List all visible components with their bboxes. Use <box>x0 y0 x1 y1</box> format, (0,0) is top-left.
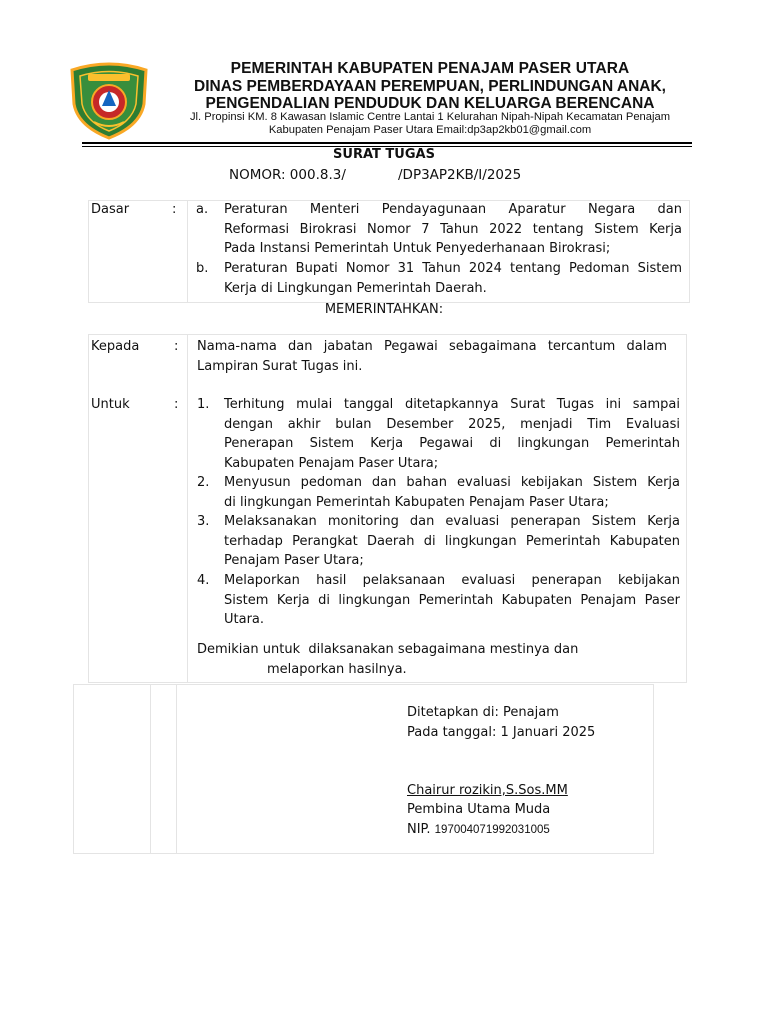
letterhead-address-line-2: Kabupaten Penajam Paser Utara Email:dp3ap2kb01@gmail.com <box>268 124 592 136</box>
table-border <box>187 200 188 303</box>
untuk-item-1-line: Terhitung mulai tanggal ditetapkannya Surat Tugas ini sampai <box>224 397 680 412</box>
signature-date: Pada tanggal: 1 Januari 2025 <box>407 725 596 740</box>
signature-place: Ditetapkan di: Penajam <box>407 705 559 720</box>
table-border <box>150 684 151 854</box>
dasar-item-a-line: Reformasi Birokrasi Nomor 7 Tahun 2022 tentang Sistem Kerja <box>224 221 682 237</box>
table-border <box>686 334 687 683</box>
table-border <box>176 684 177 854</box>
dasar-label: Dasar <box>91 202 130 217</box>
letter-title: SURAT TUGAS <box>333 147 435 162</box>
letterhead-line-3: PENGENDALIAN PENDUDUK DAN KELUARGA BERENCANA <box>205 95 655 112</box>
memerintahkan-heading: MEMERINTAHKAN: <box>324 302 444 317</box>
signatory-nip <box>407 820 550 840</box>
dasar-colon: : <box>172 202 177 217</box>
dasar-item-a-marker: a. <box>196 202 209 217</box>
kepada-colon: : <box>174 339 179 354</box>
nip-label: NIP. <box>407 822 431 837</box>
signatory-rank: Pembina Utama Muda <box>407 802 551 817</box>
kepada-label: Kepada <box>91 339 140 354</box>
untuk-item-3-marker: 3. <box>197 514 210 529</box>
untuk-label: Untuk <box>91 397 130 412</box>
table-border <box>88 200 89 303</box>
untuk-item-3-line: Melaksanakan monitoring dan evaluasi penerapan Sistem Kerja <box>224 514 680 529</box>
table-border <box>73 684 654 685</box>
letter-number-label: NOMOR: 000.8.3/ <box>229 167 346 183</box>
table-border <box>187 334 188 683</box>
table-border <box>73 684 74 854</box>
table-border <box>88 334 89 683</box>
untuk-item-2 <box>224 473 680 512</box>
table-border <box>653 684 654 854</box>
table-border <box>88 334 687 335</box>
letterhead-rule-thick <box>82 142 692 144</box>
kepada-text <box>197 337 667 376</box>
untuk-item-2-line: di lingkungan Pemerintah Kabupaten Penajam Paser Utara; <box>224 494 609 510</box>
dasar-item-b-line: Peraturan Bupati Nomor 31 Tahun 2024 tentang Pedoman Sistem <box>224 261 682 276</box>
untuk-item-4-line: Melaporkan hasil pelaksanaan evaluasi penerapan kebijakan <box>224 573 680 588</box>
dasar-item-a <box>224 200 682 259</box>
dasar-item-b-marker: b. <box>196 261 209 276</box>
untuk-item-3-line: Penajam Paser Utara; <box>224 553 364 568</box>
untuk-item-3 <box>224 512 680 571</box>
untuk-item-2-line: Menyusun pedoman dan bahan evaluasi kebijakan Sistem Kerja <box>224 475 680 490</box>
letterhead-address <box>150 111 710 137</box>
letterhead-address-line-1: Jl. Propinsi KM. 8 Kawasan Islamic Centre Lantai 1 Kelurahan Nipah-Nipah Kecamatan Penajam <box>189 111 671 123</box>
signatory-name: Chairur rozikin,S.Sos.MM <box>407 783 568 798</box>
untuk-item-4-line: Sistem Kerja di lingkungan Pemerintah Kabupaten Penajam Paser <box>224 592 680 608</box>
table-border <box>73 853 654 854</box>
dasar-item-b <box>224 259 682 298</box>
dasar-item-a-line: Peraturan Menteri Pendayagunaan Aparatur Negara dan <box>224 202 682 217</box>
untuk-item-3-line: terhadap Perangkat Daerah di lingkungan Pemerintah Kabupaten <box>224 533 680 549</box>
untuk-item-4-marker: 4. <box>197 573 210 588</box>
kepada-line: Nama-nama dan jabatan Pegawai sebagaimana tercantum dalam <box>197 339 667 354</box>
kepada-line: Lampiran Surat Tugas ini. <box>197 358 363 374</box>
untuk-item-1-line: Kabupaten Penajam Paser Utara; <box>224 455 439 471</box>
nip-value: 197004071992031005 <box>434 824 550 836</box>
untuk-item-1-marker: 1. <box>197 397 210 412</box>
letterhead-line-2: DINAS PEMBERDAYAAN PEREMPUAN, PERLINDUNGAN ANAK, <box>194 78 666 95</box>
untuk-item-4 <box>224 571 680 630</box>
untuk-item-1 <box>224 395 680 473</box>
untuk-colon: : <box>174 397 179 412</box>
closing-line-1: Demikian untuk dilaksanakan sebagaimana mestinya dan <box>197 642 579 657</box>
untuk-item-4-line: Utara. <box>224 612 265 627</box>
table-border <box>689 200 690 303</box>
regency-emblem-logo <box>66 60 152 140</box>
table-border <box>88 682 687 683</box>
letterhead-line-1: PEMERINTAH KABUPATEN PENAJAM PASER UTARA <box>230 60 630 77</box>
dasar-item-a-line: Pada Instansi Pemerintah Untuk Penyederhanaan Birokrasi; <box>224 241 611 256</box>
closing-line-2: melaporkan hasilnya. <box>267 662 407 677</box>
untuk-item-1-line: Penerapan Sistem Kerja Pegawai di lingkungan Pemerintah <box>224 436 680 451</box>
letter-number-suffix: /DP3AP2KB/I/2025 <box>398 167 522 183</box>
untuk-item-2-marker: 2. <box>197 475 210 490</box>
dasar-item-b-line: Kerja di Lingkungan Pemerintah Daerah. <box>224 280 487 296</box>
untuk-item-1-line: dengan akhir bulan Desember 2025, menjadi Tim Evaluasi <box>224 416 680 432</box>
